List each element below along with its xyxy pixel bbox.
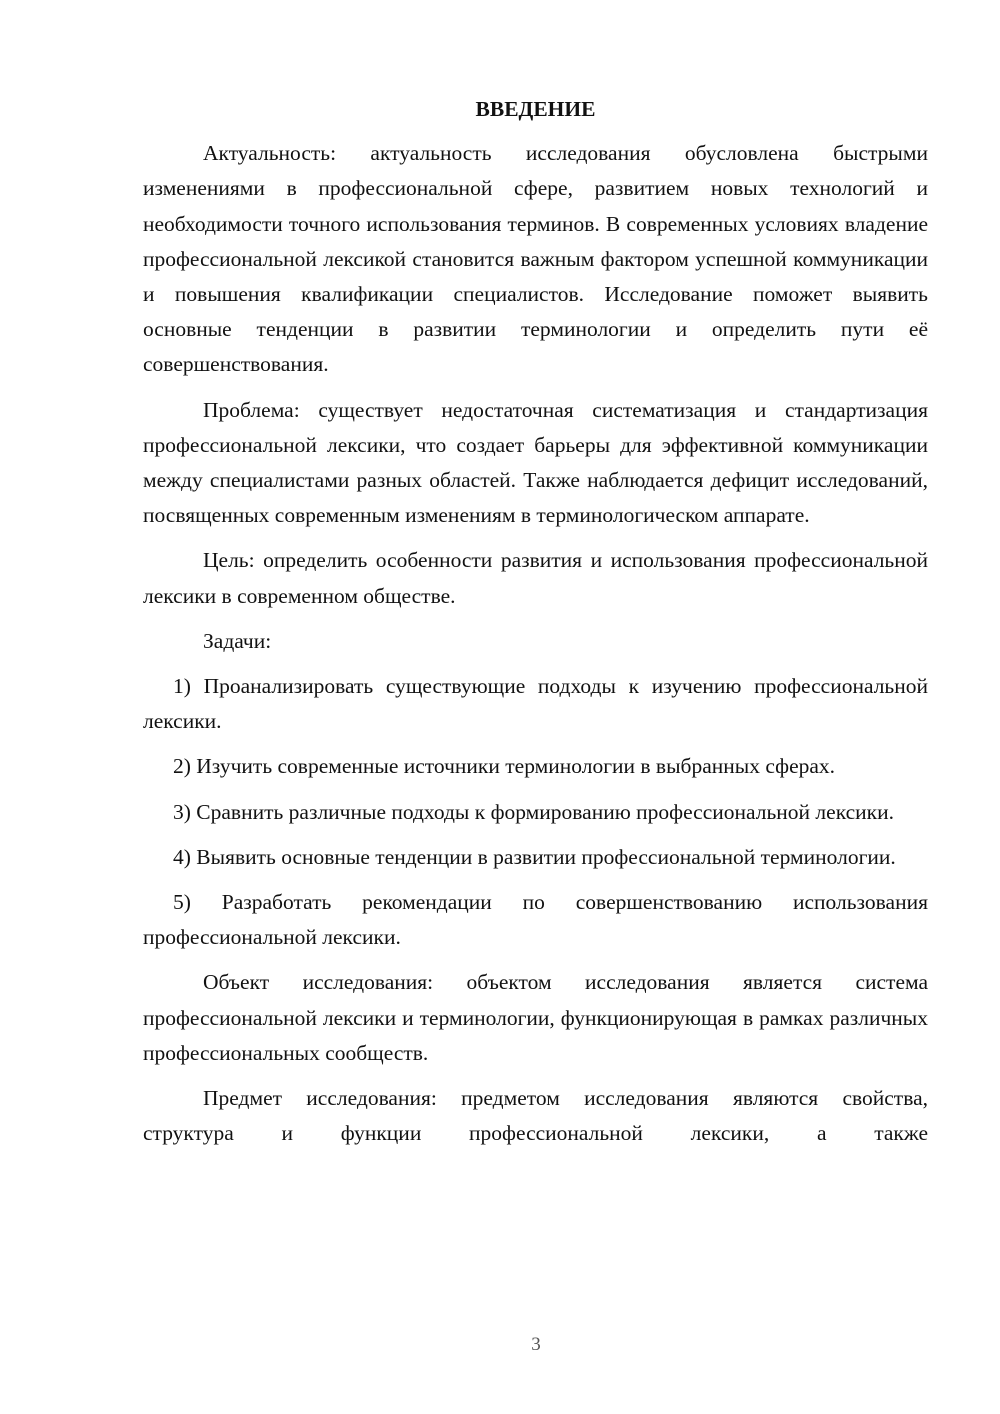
document-title: ВВЕДЕНИЕ (475, 97, 596, 121)
task-item-3: 3) Сравнить различные подходы к формированию профессиональной лексики. (173, 799, 894, 824)
document-page (143, 92, 928, 1161)
object-paragraph: Объект исследования: объектом исследования является система профессиональной лексики и терминологии, функционирующая в рамках различных профессиональных сообществ. (143, 970, 928, 1065)
subject-paragraph: Предмет исследования: предметом исследования являются свойства, структура и функции профессиональной лексики, а также (143, 1086, 928, 1146)
task-item-2: 2) Изучить современные источники терминологии в выбранных сферах. (173, 754, 836, 779)
problem-paragraph: Проблема: существует недостаточная систематизация и стандартизация профессиональной лексики, что создает барьеры для эффективной коммуникации между специалистами разных областей. Также наблюдается дефицит исследований, посвященных современным изменениям в терминологическом аппарате. (143, 397, 928, 528)
goal-paragraph: Цель: определить особенности развития и использования профессиональной лексики в современном обществе. (143, 548, 928, 608)
task-item-5: 5) Разработать рекомендации по совершенствованию использования профессиональной лексики. (143, 890, 928, 950)
tasks-heading: Задачи: (203, 628, 272, 653)
relevance-paragraph: Актуальность: актуальность исследования обусловлена быстрыми изменениями в профессиональной сфере, развитием новых технологий и необходимости точного использования терминов. В современных условиях владение профессиональной лексикой становится важным фактором успешной коммуникации и повышения квалификации специалистов. Исследование поможет выявить основные тенденции в развитии терминологии и определить пути её совершенствования. (143, 141, 928, 377)
task-item-1: 1) Проанализировать существующие подходы к изучению профессиональной лексики. (143, 674, 928, 734)
page-number: 3 (531, 1334, 541, 1355)
task-item-4: 4) Выявить основные тенденции в развитии профессиональной терминологии. (173, 844, 896, 869)
